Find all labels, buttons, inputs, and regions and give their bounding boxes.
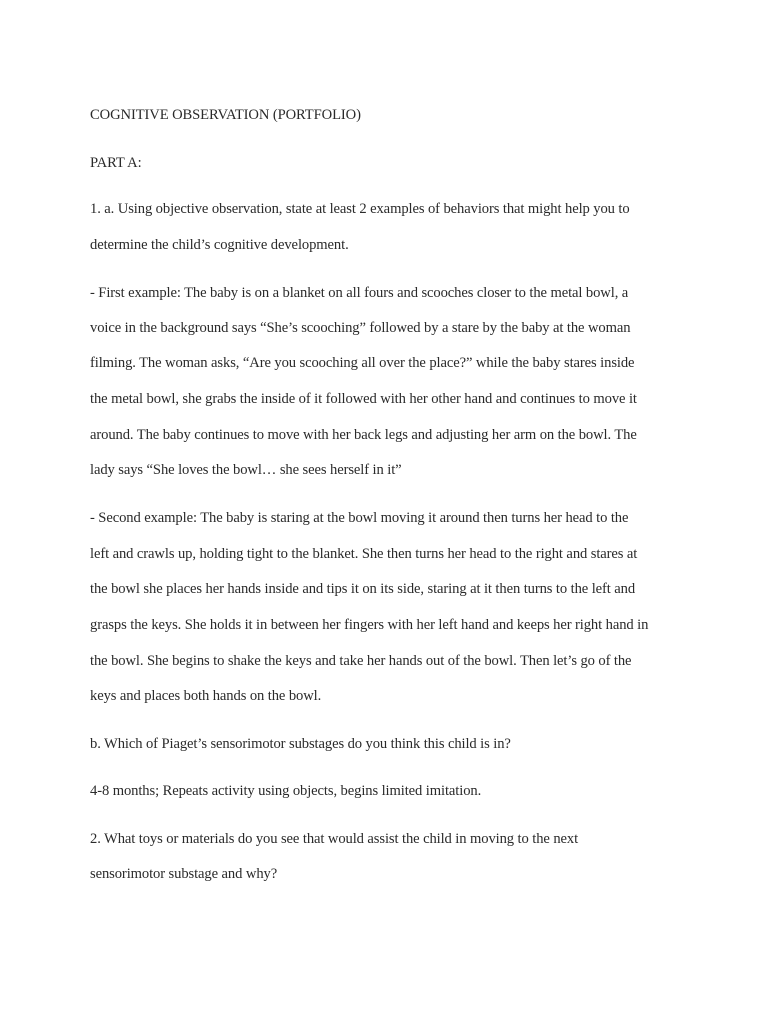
example-1-line-4: the metal bowl, she grabs the inside of it followed with her other hand and continues to move it [90,391,637,407]
question-1a-line-2: determine the child’s cognitive development. [90,237,349,253]
document-title: COGNITIVE OBSERVATION (PORTFOLIO) [90,107,361,123]
example-1-line-1: - First example: The baby is on a blanket on all fours and scooches closer to the metal bowl, a [90,285,629,301]
question-2-line-1: 2. What toys or materials do you see that would assist the child in moving to the next [90,831,579,847]
example-2-line-5: the bowl. She begins to shake the keys and take her hands out of the bowl. Then let’s go of the [90,653,632,669]
example-2-line-3: the bowl she places her hands inside and tips it on its side, staring at it then turns to the left and [90,581,636,597]
example-2-line-6: keys and places both hands on the bowl. [90,688,322,704]
answer-1b: 4-8 months; Repeats activity using objects, begins limited imitation. [90,783,482,799]
example-2-line-1: - Second example: The baby is staring at the bowl moving it around then turns her head to the [90,510,629,526]
example-1-line-6: lady says “She loves the bowl… she sees herself in it” [90,462,402,478]
example-2-line-4: grasps the keys. She holds it in between her fingers with her left hand and keeps her right hand in [90,617,649,633]
question-2-line-2: sensorimotor substage and why? [90,866,278,882]
question-1a-line-1: 1. a. Using objective observation, state at least 2 examples of behaviors that might help you to [90,201,630,217]
example-1-line-2: voice in the background says “She’s scooching” followed by a stare by the baby at the woman [90,320,631,336]
question-1b: b. Which of Piaget’s sensorimotor substages do you think this child is in? [90,736,511,752]
example-1-line-5: around. The baby continues to move with her back legs and adjusting her arm on the bowl. The [90,427,637,443]
example-1-line-3: filming. The woman asks, “Are you scooching all over the place?” while the baby stares inside [90,355,635,371]
part-label: PART A: [90,155,142,171]
example-2-line-2: left and crawls up, holding tight to the blanket. She then turns her head to the right and stares at [90,546,638,562]
